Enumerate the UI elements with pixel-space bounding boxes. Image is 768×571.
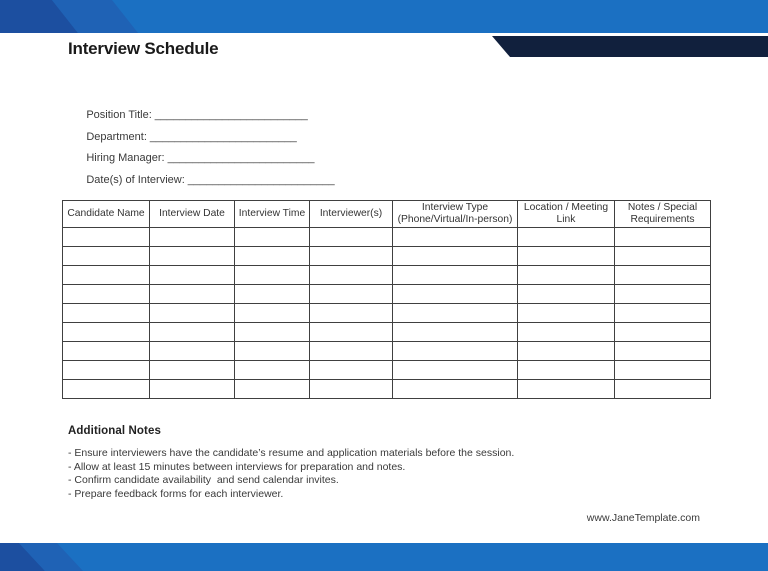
empty-cell[interactable] — [393, 342, 518, 361]
header-line: Requirements — [630, 214, 695, 226]
table-row — [63, 361, 711, 380]
column-header-interview-type — [393, 201, 518, 228]
additional-notes-section — [68, 425, 698, 501]
dates-of-interview-label: Date(s) of Interview: — [86, 173, 185, 186]
empty-cell[interactable] — [63, 266, 150, 285]
empty-cell[interactable] — [63, 228, 150, 247]
form-fields-section — [68, 97, 335, 186]
top-band-mid-shape — [0, 0, 768, 33]
column-header-location-meeting-link — [518, 201, 615, 228]
header-line: Interview Date — [159, 208, 225, 220]
top-decoration-band — [0, 0, 768, 33]
empty-cell[interactable] — [615, 247, 711, 266]
header-navy-ribbon — [492, 36, 768, 57]
note-item: - Prepare feedback forms for each interviewer. — [68, 487, 284, 500]
header-line: Candidate Name — [67, 208, 145, 220]
note-item: - Allow at least 15 minutes between interviews for preparation and notes. — [68, 460, 406, 473]
empty-cell[interactable] — [518, 323, 615, 342]
bottom-band-dark-shape — [0, 543, 768, 571]
empty-cell[interactable] — [310, 361, 393, 380]
empty-cell[interactable] — [235, 323, 310, 342]
empty-cell[interactable] — [63, 285, 150, 304]
position-title-label: Position Title: — [86, 109, 152, 121]
header-line: Interviewer(s) — [319, 208, 383, 220]
empty-cell[interactable] — [615, 342, 711, 361]
empty-cell[interactable] — [393, 380, 518, 399]
empty-cell[interactable] — [393, 228, 518, 247]
empty-cell[interactable] — [235, 361, 310, 380]
dates-of-interview-blank-line[interactable]: ________________________ — [187, 173, 335, 186]
empty-cell[interactable] — [518, 266, 615, 285]
empty-cell[interactable] — [518, 380, 615, 399]
empty-cell[interactable] — [150, 266, 235, 285]
empty-cell[interactable] — [235, 380, 310, 399]
empty-cell[interactable] — [518, 285, 615, 304]
field-hiring-manager — [68, 140, 335, 162]
empty-cell[interactable] — [235, 342, 310, 361]
table-row — [63, 266, 711, 285]
table-row — [63, 228, 711, 247]
header-line: Notes / Special — [627, 202, 698, 213]
empty-cell[interactable] — [310, 323, 393, 342]
empty-cell[interactable] — [63, 323, 150, 342]
position-title-blank-line[interactable]: _________________________ — [154, 109, 308, 121]
empty-cell[interactable] — [150, 342, 235, 361]
empty-cell[interactable] — [63, 247, 150, 266]
empty-cell[interactable] — [615, 266, 711, 285]
empty-cell[interactable] — [615, 228, 711, 247]
hiring-manager-label: Hiring Manager: — [86, 152, 165, 164]
empty-cell[interactable] — [393, 247, 518, 266]
empty-cell[interactable] — [393, 361, 518, 380]
note-item: - Ensure interviewers have the candidate’s resume and application materials before the session. — [68, 447, 515, 459]
empty-cell[interactable] — [235, 228, 310, 247]
empty-cell[interactable] — [310, 247, 393, 266]
interview-schedule-table — [62, 200, 711, 399]
empty-cell[interactable] — [518, 228, 615, 247]
empty-cell[interactable] — [615, 285, 711, 304]
field-department — [68, 119, 335, 141]
empty-cell[interactable] — [63, 361, 150, 380]
page-title: Interview Schedule — [68, 39, 219, 58]
field-position-title — [68, 97, 335, 119]
empty-cell[interactable] — [310, 285, 393, 304]
table-row — [63, 323, 711, 342]
column-header-interview-time — [235, 201, 310, 228]
empty-cell[interactable] — [150, 380, 235, 399]
empty-cell[interactable] — [235, 266, 310, 285]
website-url: www.JaneTemplate.com — [586, 512, 700, 524]
column-header-interview-date — [150, 201, 235, 228]
empty-cell[interactable] — [150, 323, 235, 342]
department-label: Department: — [86, 130, 147, 143]
empty-cell[interactable] — [150, 228, 235, 247]
empty-cell[interactable] — [518, 304, 615, 323]
empty-cell[interactable] — [150, 247, 235, 266]
table-row — [63, 380, 711, 399]
hiring-manager-blank-line[interactable]: ________________________ — [167, 152, 315, 164]
empty-cell[interactable] — [235, 304, 310, 323]
empty-cell[interactable] — [310, 266, 393, 285]
table-row — [63, 285, 711, 304]
field-dates-of-interview — [68, 162, 335, 184]
empty-cell[interactable] — [235, 285, 310, 304]
note-item: - Confirm candidate availability and send calendar invites. — [68, 474, 339, 486]
table-row — [63, 342, 711, 361]
empty-cell[interactable] — [63, 380, 150, 399]
table-row — [63, 304, 711, 323]
header-line: Location / Meeting — [523, 202, 609, 213]
empty-cell[interactable] — [63, 342, 150, 361]
department-blank-line[interactable]: ________________________ — [149, 130, 297, 143]
empty-cell[interactable] — [393, 285, 518, 304]
empty-cell[interactable] — [615, 361, 711, 380]
empty-cell[interactable] — [310, 304, 393, 323]
empty-cell[interactable] — [150, 304, 235, 323]
empty-cell[interactable] — [393, 304, 518, 323]
empty-cell[interactable] — [63, 304, 150, 323]
column-header-interviewers — [310, 201, 393, 228]
empty-cell[interactable] — [518, 342, 615, 361]
table-body — [63, 228, 711, 399]
empty-cell[interactable] — [518, 361, 615, 380]
column-header-candidate-name — [63, 201, 150, 228]
empty-cell[interactable] — [615, 380, 711, 399]
empty-cell[interactable] — [393, 266, 518, 285]
bottom-decoration-band — [0, 543, 768, 571]
header-line: (Phone/Virtual/In-person) — [397, 214, 513, 226]
header-line: Link — [556, 214, 576, 226]
empty-cell[interactable] — [235, 247, 310, 266]
empty-cell[interactable] — [310, 342, 393, 361]
table-row — [63, 247, 711, 266]
table-header-row — [63, 201, 711, 228]
header-line: Interview Time — [238, 208, 306, 220]
empty-cell[interactable] — [310, 380, 393, 399]
additional-notes-heading: Additional Notes — [68, 425, 161, 437]
empty-cell[interactable] — [615, 323, 711, 342]
empty-cell[interactable] — [393, 323, 518, 342]
column-header-notes-special-requirements — [615, 201, 711, 228]
empty-cell[interactable] — [150, 361, 235, 380]
empty-cell[interactable] — [150, 285, 235, 304]
bottom-band-mid-shape — [0, 543, 768, 571]
header-line: Interview Type — [421, 202, 489, 213]
empty-cell[interactable] — [518, 247, 615, 266]
empty-cell[interactable] — [615, 304, 711, 323]
empty-cell[interactable] — [310, 228, 393, 247]
